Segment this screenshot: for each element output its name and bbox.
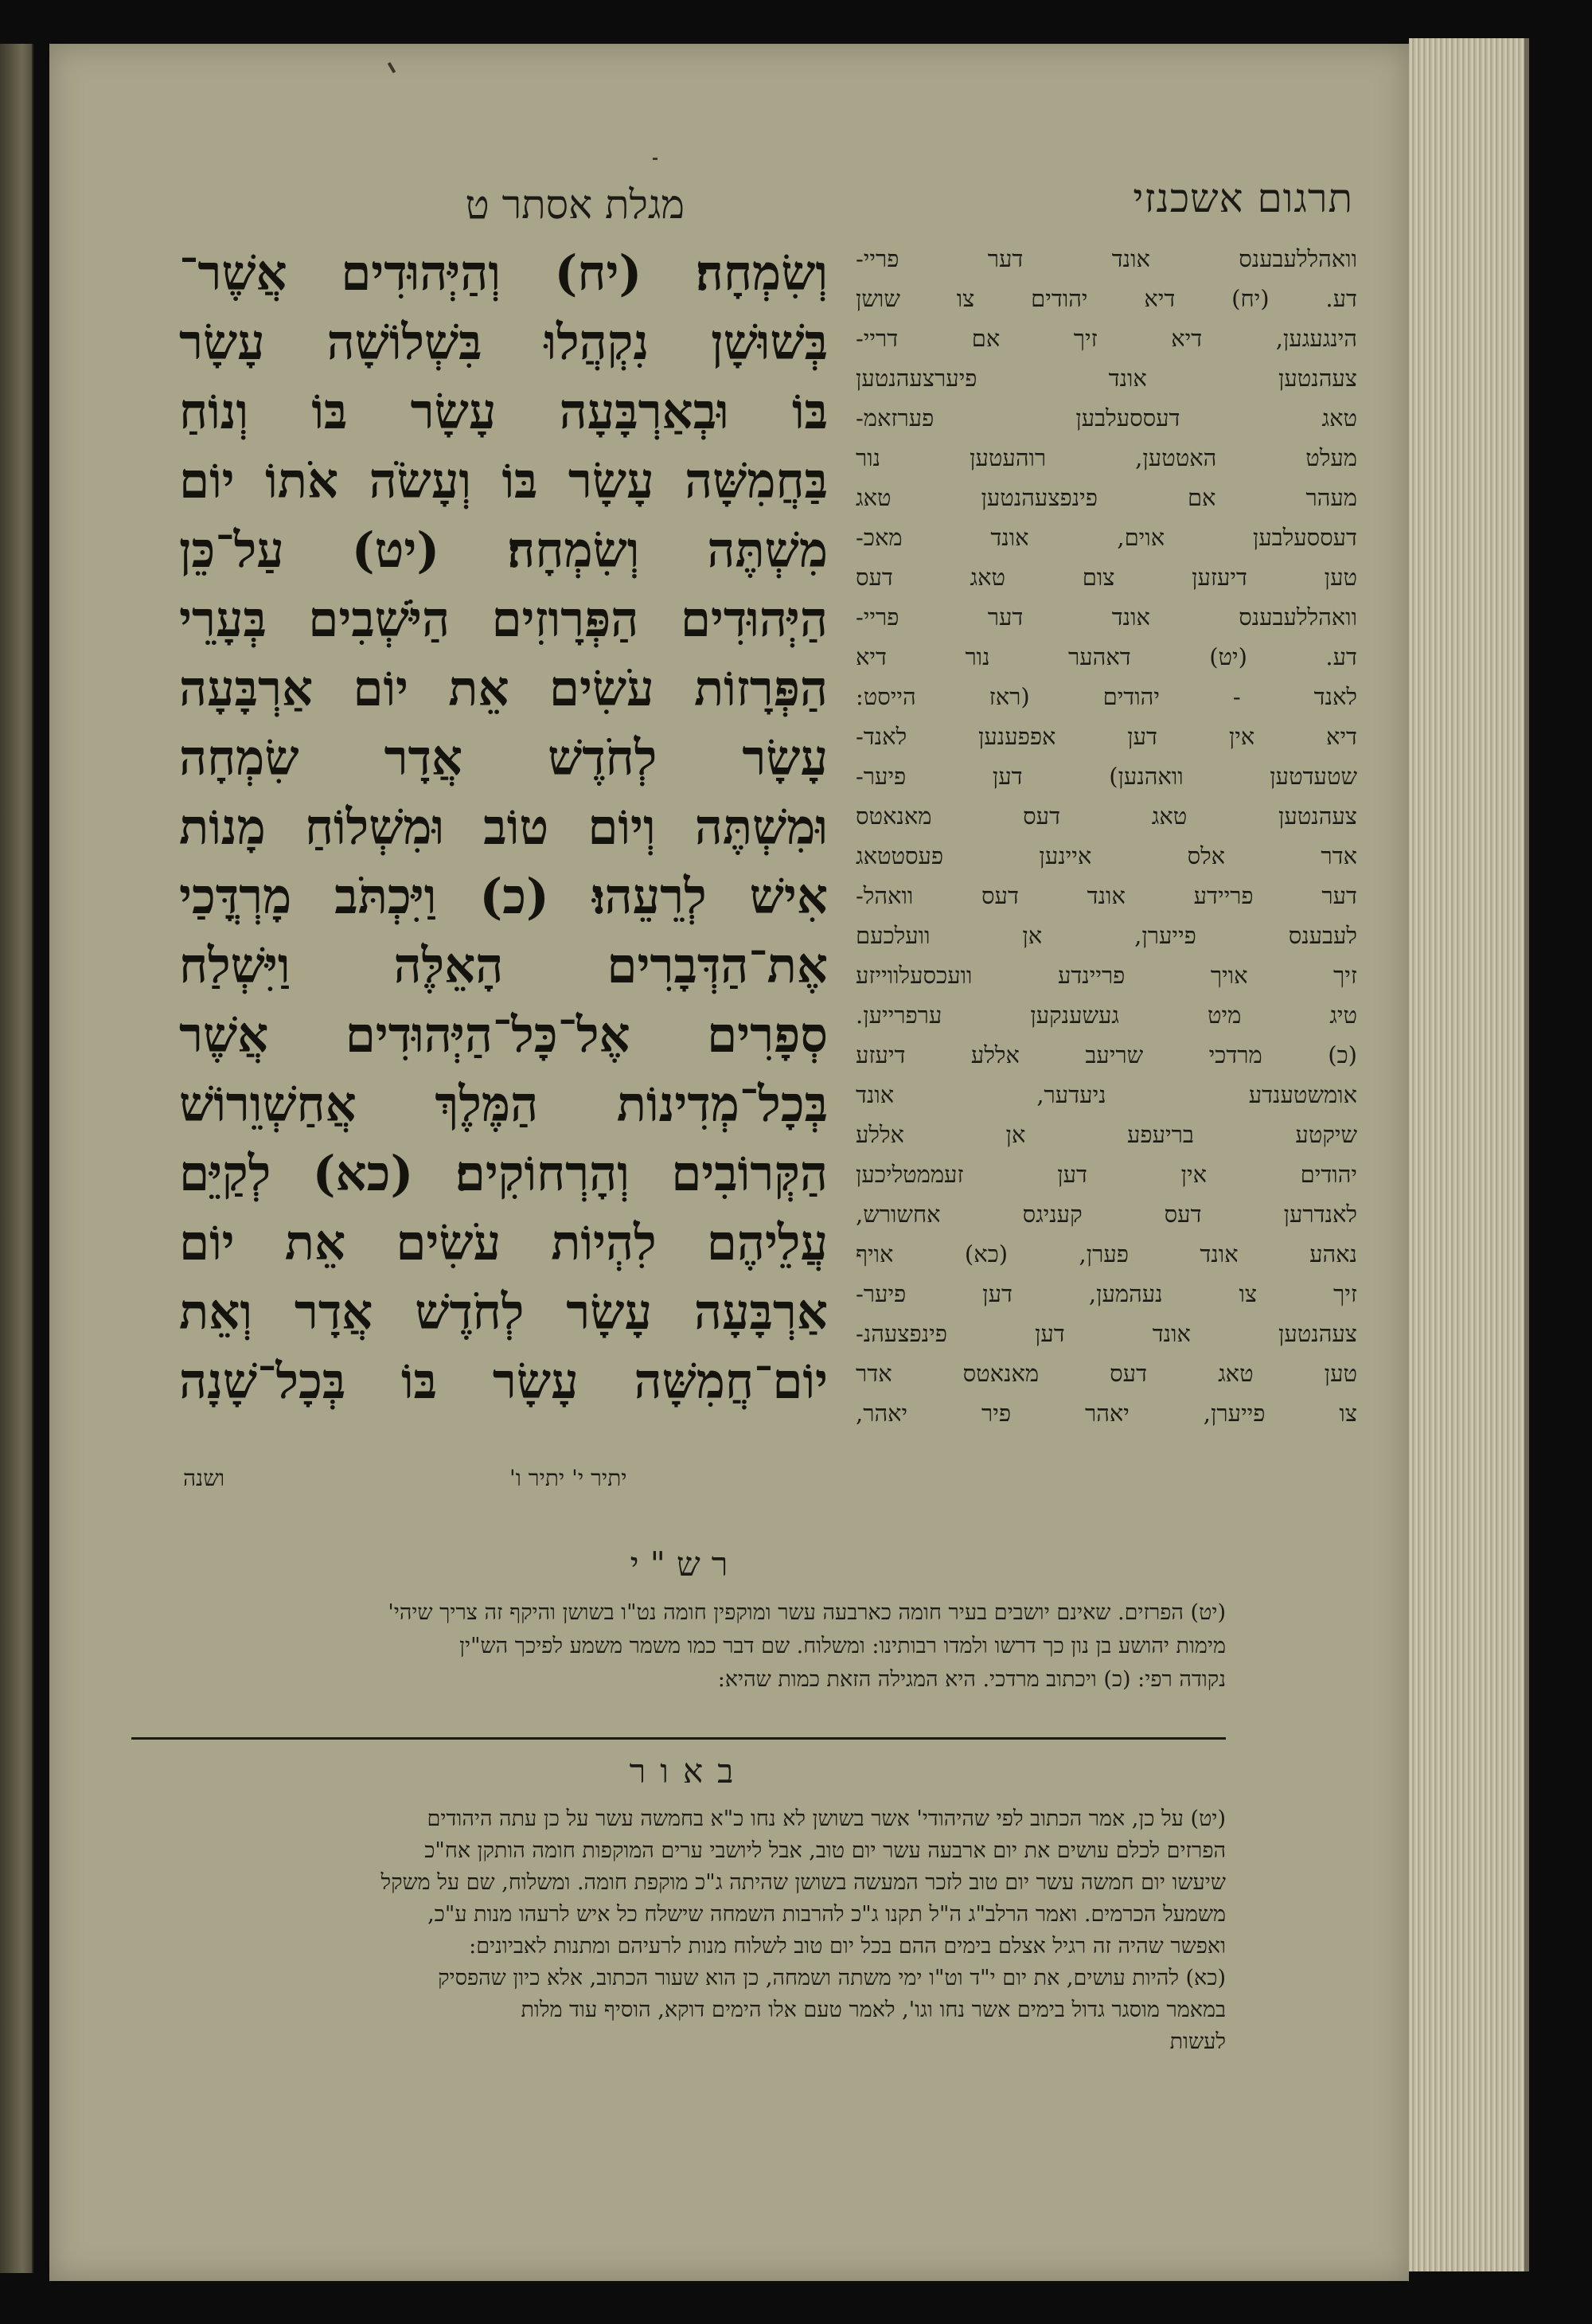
main-text-line: יוֹם־חֲמִשָּׁה עָשָׂר בּוֹ בְּכָל־שָׁנָה	[179, 1353, 828, 1410]
translation-line: צעהנטען אונד דען פינפצעהנ-	[856, 1320, 1357, 1347]
main-hebrew-text	[179, 239, 828, 1416]
section-divider	[131, 1737, 1226, 1740]
main-text-line: עָשָׂר לְחֹדֶשׁ אֲדָר שִׂמְחָה	[179, 730, 828, 787]
translation-line: הינגעגען, דיא זיך אם דריי-	[856, 325, 1357, 352]
translation-line: (כ) מרדכי שריעב אללע דיעזע	[856, 1041, 1357, 1068]
translation-line: טאג דעססעלבען פערזאמ-	[856, 404, 1357, 432]
rashi-line: (יט) הפרזים. שאינם יושבים בעיר חומה כארבעה עשר ומוקפין חומה נט"ו בשושן והיקף זה צריך שיהי'	[388, 1600, 1226, 1625]
main-text-line: מִשְׁתֶּה וְשִׂמְחָה׃ (יט) עַל־כֵּן	[179, 522, 828, 579]
translation-line: צו פייערן, יאהר פיר יאהר,	[856, 1400, 1357, 1427]
page-edges	[1409, 38, 1529, 2271]
translation-line: לאנדרען דעס קעניגס אחשורש,	[856, 1201, 1357, 1228]
translation-line: יהודים אין דען זעממטליכען	[856, 1161, 1357, 1188]
translation-line: מעהר אם פינפצעהנטען טאג	[856, 484, 1357, 511]
main-text-line: בּוֹ וּבְאַרְבָּעָה עָשָׂר בּוֹ וְנוֹחַ	[179, 384, 828, 440]
main-text-line: בַּחֲמִשָּׁה עָשָׂר בּוֹ וְעָשֹׂה אֹתוֹ יוֹם	[179, 453, 828, 510]
translation-line: טען דיעזען צום טאג דעס	[856, 564, 1357, 591]
translation-line: דער פריידע אונד דעס וואהל-	[856, 882, 1357, 909]
beur-line: (יט) על כן, אמר הכתוב לפי שהיהודי' אשר בשושן לא נחו כ"א בחמשה עשר על כן עתה היהודים	[427, 1806, 1226, 1831]
rashi-commentary	[131, 1596, 1226, 1697]
yiddish-translation-column	[856, 239, 1357, 1433]
translation-line: טען טאג דעס מאנאטס אדר	[856, 1360, 1357, 1387]
translation-line: טיג מיט געשענקען ערפרייען.	[856, 1002, 1357, 1029]
main-text-line: אֶת־הַדְּבָרִים הָאֵלֶּה וַיִּשְׁלַח	[179, 938, 828, 994]
translation-line: זיך צו נעהמען, דען פיער-	[856, 1280, 1357, 1307]
beur-line: (כא) להיות עושים, את יום י"ד וט"ו ימי משתה ושמחה, כן הוא שעור הכתוב, אלא כיון שהפסיק	[438, 1966, 1226, 1990]
translation-line: שיקטע בריעפע אן אללע	[856, 1121, 1357, 1148]
main-text-line: עֲלֵיהֶם לִהְיוֹת עֹשִׂים אֵת יוֹם	[179, 1215, 828, 1271]
translation-line: דיא אין דען אפפענען לאנד-	[856, 723, 1357, 750]
translation-line: דע. (יט) דאהער נור דיא	[856, 643, 1357, 670]
translation-line: צעהנטען אונד פיערצעהנטען	[856, 365, 1357, 392]
beur-line: הפרזים לכלם עושים את יום ארבעה עשר יום טוב, אבל ליושבי ערים המוקפות חומה הותקן אח"כ	[424, 1838, 1226, 1863]
translation-line: אומשטענדע ניעדער, אונד	[856, 1081, 1357, 1108]
main-text-line: הַיְּהוּדִים הַפְּרָוזִים הַיֹּשְׁבִים בְּעָרֵי	[179, 592, 828, 648]
beur-line: משמעל הכרמים. ואמר הרלב"ג ה"ל תקנו ג"כ להרבות השמחה שישלח כל איש לרעהו מנות ע"כ,	[427, 1902, 1226, 1927]
beur-commentary	[131, 1803, 1226, 2058]
translation-line: אדר אלס איינען פעסטטאג	[856, 842, 1357, 869]
catchword: ושנה	[183, 1465, 225, 1491]
main-text-line: סְפָרִים אֶל־כָּל־הַיְּהוּדִים אֲשֶׁר	[179, 1007, 828, 1064]
rashi-title: רש"י	[630, 1545, 739, 1584]
translation-line: נאהע אונד פערן, (כא) אויף	[856, 1240, 1357, 1267]
beur-title: באור	[629, 1752, 748, 1791]
translation-line: וואהללעבענס אונד דער פריי-	[856, 245, 1357, 272]
main-text-line: וּמִשְׁתֶּה וְיוֹם טוֹב וּמִשְׁלוֹחַ מָנוֹת	[179, 799, 828, 856]
rashi-line: נקודה רפי: (כ) ויכתוב מרדכי. היא המגילה הזאת כמות שהיא:	[717, 1667, 1226, 1692]
header-book-title: מגלת אסתר ט	[465, 182, 685, 228]
translation-line: מעלט האטטען, רוהעטען נור	[856, 444, 1357, 471]
translation-line: זיך אויך פריינדע וועכסעלווייזע	[856, 962, 1357, 989]
main-text-line: וְשִׂמְחָה׃ (יח) וְהַיְּהוּדִים אֲשֶׁר־	[179, 245, 828, 302]
beur-line: לעשות	[1169, 2029, 1226, 2054]
main-text-line: בְּכָל־מְדִינוֹת הַמֶּלֶךְ אֲחַשְׁוֵרוֹשׁ	[179, 1076, 828, 1133]
header-translation-title: תרגום אשכנזי	[1133, 175, 1353, 221]
translation-line: לאנד - יהודים (ראז הייסט:	[856, 683, 1357, 710]
translation-line: דעססעלבען אוים, אונד מאכ-	[856, 524, 1357, 551]
rashi-line: מימות יהושע בן נון כך דרשו ולמדו רבותינו: ומשלוח. שם דבר כמו משמר משמע לפיכך הש"ין	[459, 1634, 1226, 1658]
beur-line: שיעשו יום חמשה עשר יום טוב לזכר המעשה בשושן שהיתה ג"כ מוקפת חומה. ומשלוח, שם על משקל	[380, 1870, 1226, 1895]
main-text-line: אִישׁ לְרֵעֵהוּ׃ (כ) וַיִּכְתֹּב מָרְדֳּכַי	[179, 869, 828, 925]
translation-line: דע. (יח) דיא יהודים צו שושן	[856, 285, 1357, 312]
main-text-line: הַפְּרָזוֹת עֹשִׂים אֵת יוֹם אַרְבָּעָה	[179, 661, 828, 717]
main-text-line: הַקְּרוֹבִים וְהָרְחוֹקִים׃ (כא) לְקַיֵּם	[179, 1146, 828, 1202]
translation-line: צעהנטען טאג דעס מאנאטס	[856, 803, 1357, 830]
translation-line: שטעדטען וואהנען) דען פיער-	[856, 763, 1357, 790]
beur-line: במאמר מוסגר גדול בימים אשר נחו וגו', לאמר טעם אלו הימים דוקא, הוסיף עוד מלות	[521, 1998, 1226, 2022]
marginal-note: יתיר י' יתיר ו'	[509, 1465, 627, 1491]
main-text-line: אַרְבָּעָה עָשָׂר לְחֹדֶשׁ אֲדָר וְאֵת	[179, 1284, 828, 1341]
main-text-line: בְּשׁוּשָׁן נִקְהֲלוּ בִּשְׁלוֹשָׁה עָשָׂר	[179, 314, 828, 371]
beur-line: ואפשר שהיה זה רגיל אצלם בימים ההם בכל יום טוב לשלוח מנות לרעיהם ומתנות לאביונים:	[469, 1934, 1226, 1959]
left-page-edge	[0, 44, 33, 2273]
ink-mark	[653, 158, 657, 160]
translation-line: וואהללעבענס אונד דער פריי-	[856, 603, 1357, 631]
translation-line: לעבענס פייערן, אן וועלכעם	[856, 922, 1357, 949]
